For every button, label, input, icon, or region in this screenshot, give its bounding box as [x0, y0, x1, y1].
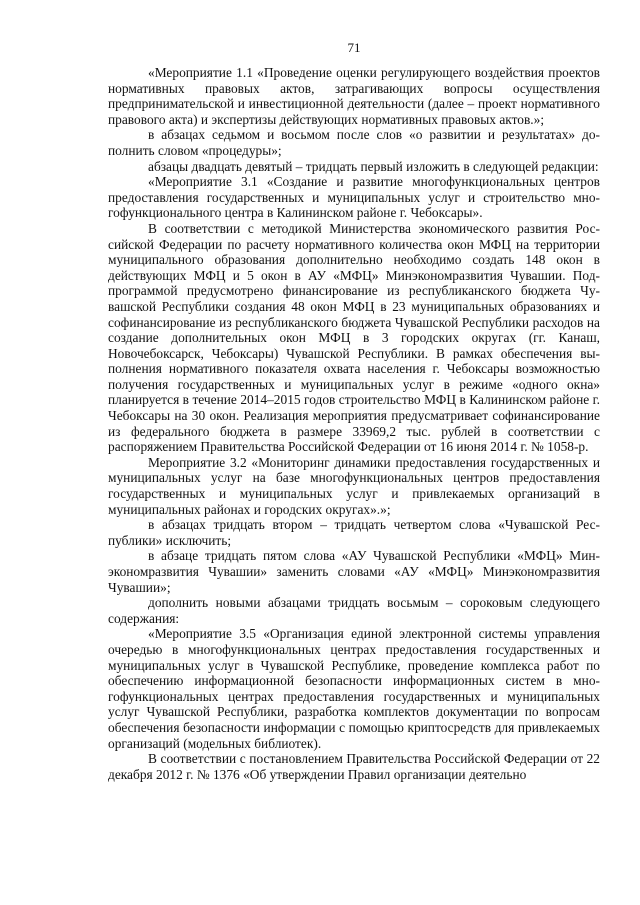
paragraph-measure-3-2: Мероприятие 3.2 «Мониторинг динамики предоставления государственных и муниципальных услуг на базе многофункциональных центров предоставления государственных и муниципальных услуг и привлекаемых организаций в муниципальных районах и городских округах».»;	[108, 454, 600, 517]
paragraph-amend-35: в абзаце тридцать пятом слова «АУ Чувашской Республики «МФЦ» Минэкономразвития Чувашии» заменить словами «АУ «МФЦ» Минэкономразвития Чувашии»;	[108, 548, 600, 595]
paragraph-measure-1-1: «Мероприятие 1.1 «Проведение оценки регулирующего воздействия проектов нормативных правовых актов, затрагивающих вопросы осуществления предпринимательской и инвестиционной деятельности (далее – проект нормативного правового акта) и экспертизы действующих нормативных правовых актов.»;	[108, 65, 600, 127]
paragraph-measure-3-1: «Мероприятие 3.1 «Создание и развитие многофункциональных центров предоставления государственных и муниципальных услуг и строительство многофункционального центра в Калининском районе г. Чебоксары».	[108, 174, 600, 221]
page-number: 71	[347, 40, 361, 55]
paragraph-measure-3-5: «Мероприятие 3.5 «Организация единой электронной системы управления очередью в многофункциональных центрах предоставления государственных и муниципальных услуг в Чувашской Республике, проведение комплекса работ по обеспечению информационной безопасности информационных систем в многофункциональных центрах предоставления государственных и муниципальных услуг Чувашской Республики, разработка комплектов документации по вопросам обеспечения безопасности информации с помощью криптосредств для привлекаемых организаций (модельных библиотек).	[108, 626, 600, 751]
body-text	[108, 65, 600, 782]
paragraph-amend-32-34: в абзацах тридцать втором – тридцать четвертом слова «Чувашской Республики» исключить;	[108, 517, 600, 548]
paragraph-methodology: В соответствии с методикой Министерства экономического развития Российской Федерации по расчету нормативного количества окон МФЦ на территории муниципального образования дополнительно необходимо создать 148 окон в действующих МФЦ и 5 окон в АУ «МФЦ» Минэкономразвития Чувашии. Подпрограммой предусмотрено финансирование из республиканского бюджета Чувашской Республики создания 48 окон МФЦ в 23 муниципальных образованиях и софинансирование из республиканского бюджета Чувашской Республики расходов на создание дополнительных окон МФЦ в 3 городских округах (гг. Канаш, Новочебоксарск, Чебоксары) Чувашской Республики. В рамках обеспечения выполнения нормативного показателя охвата населения г. Чебоксары возможностью получения государственных и муниципальных услуг в режиме «одного окна» планируется в течение 2014–2015 годов строительство МФЦ в Калининском районе г. Чебоксары на 30 окон. Реализация мероприятия предусматривает софинансирование из федерального бюджета в размере 33969,2 тыс. рублей в соответствии с распоряжением Правительства Российской Федерации от 16 июня 2014 г. № 1058-р.	[108, 220, 600, 455]
paragraph-resolution-1376: В соответствии с постановлением Правительства Российской Федерации от 22 декабря 2012 г. № 1376 «Об утверждении Правил организации деятельно	[108, 751, 600, 782]
paragraph-amend-29-31: абзацы двадцать девятый – тридцать первый изложить в следующей редакции:	[148, 158, 599, 174]
paragraph-add-38-40: дополнить новыми абзацами тридцать восьмым – сороковым следующего содержания:	[108, 595, 600, 626]
paragraph-amend-7-8: в абзацах седьмом и восьмом после слов «о развитии и результатах» дополнить словом «процедуры»;	[108, 127, 600, 158]
